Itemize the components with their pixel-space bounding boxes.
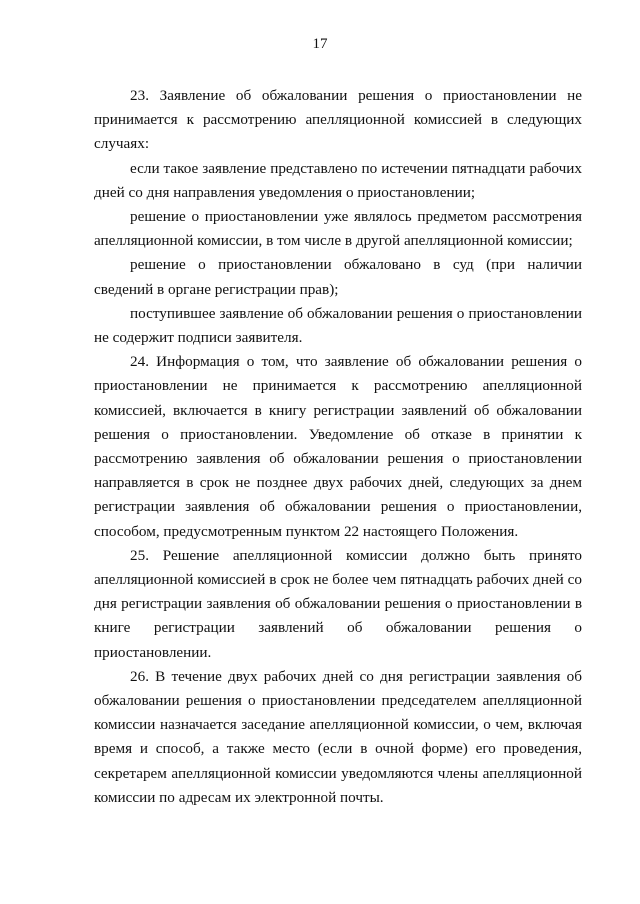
paragraph-23: 23. Заявление об обжаловании решения о приостановлении не принимается к рассмотрению апелляционной комиссией в следующих случаях: xyxy=(94,87,582,153)
paragraph-24: 24. Информация о том, что заявление об обжаловании решения о приостановлении не принимается к рассмотрению апелляционной комиссией, включается в книгу регистрации заявлений об обжаловании решения о приостановлении. Уведомление об отказе в принятии к рассмотрению заявления об обжаловании решения о приостановлении направляется в срок не позднее двух рабочих дней, следующих за днем регистрации заявления об обжаловании решения о приостановлении, способом, предусмотренным пунктом 22 настоящего Положения. xyxy=(94,353,582,540)
document-body xyxy=(94,84,582,810)
paragraph-23-item-3: решение о приостановлении обжаловано в суд (при наличии сведений в органе регистрации прав); xyxy=(94,256,582,298)
paragraph-26: 26. В течение двух рабочих дней со дня регистрации заявления об обжаловании решения о приостановлении председателем апелляционной комиссии назначается заседание апелляционной комиссии, о чем, включая время и способ, а также место (если в очной форме) его проведения, секретарем апелляционной комиссии уведомляются члены апелляционной комиссии по адресам их электронной почты. xyxy=(94,667,582,806)
page-number: 17 xyxy=(312,36,328,52)
paragraph-23-item-2: решение о приостановлении уже являлось предметом рассмотрения апелляционной комиссии, в том числе в другой апелляционной комиссии; xyxy=(94,208,582,250)
paragraph-23-item-4: поступившее заявление об обжаловании решения о приостановлении не содержит подписи заявителя. xyxy=(94,304,582,347)
paragraph-25: 25. Решение апелляционной комиссии должно быть принято апелляционной комиссией в срок не более чем пятнадцать рабочих дней со дня регистрации заявления об обжаловании решения о приостановлении в книге регистрации заявлений об обжаловании решения о приостановлении. xyxy=(94,546,582,661)
paragraph-23-item-1: если такое заявление представлено по истечении пятнадцати рабочих дней со дня направления уведомления о приостановлении; xyxy=(94,159,582,201)
